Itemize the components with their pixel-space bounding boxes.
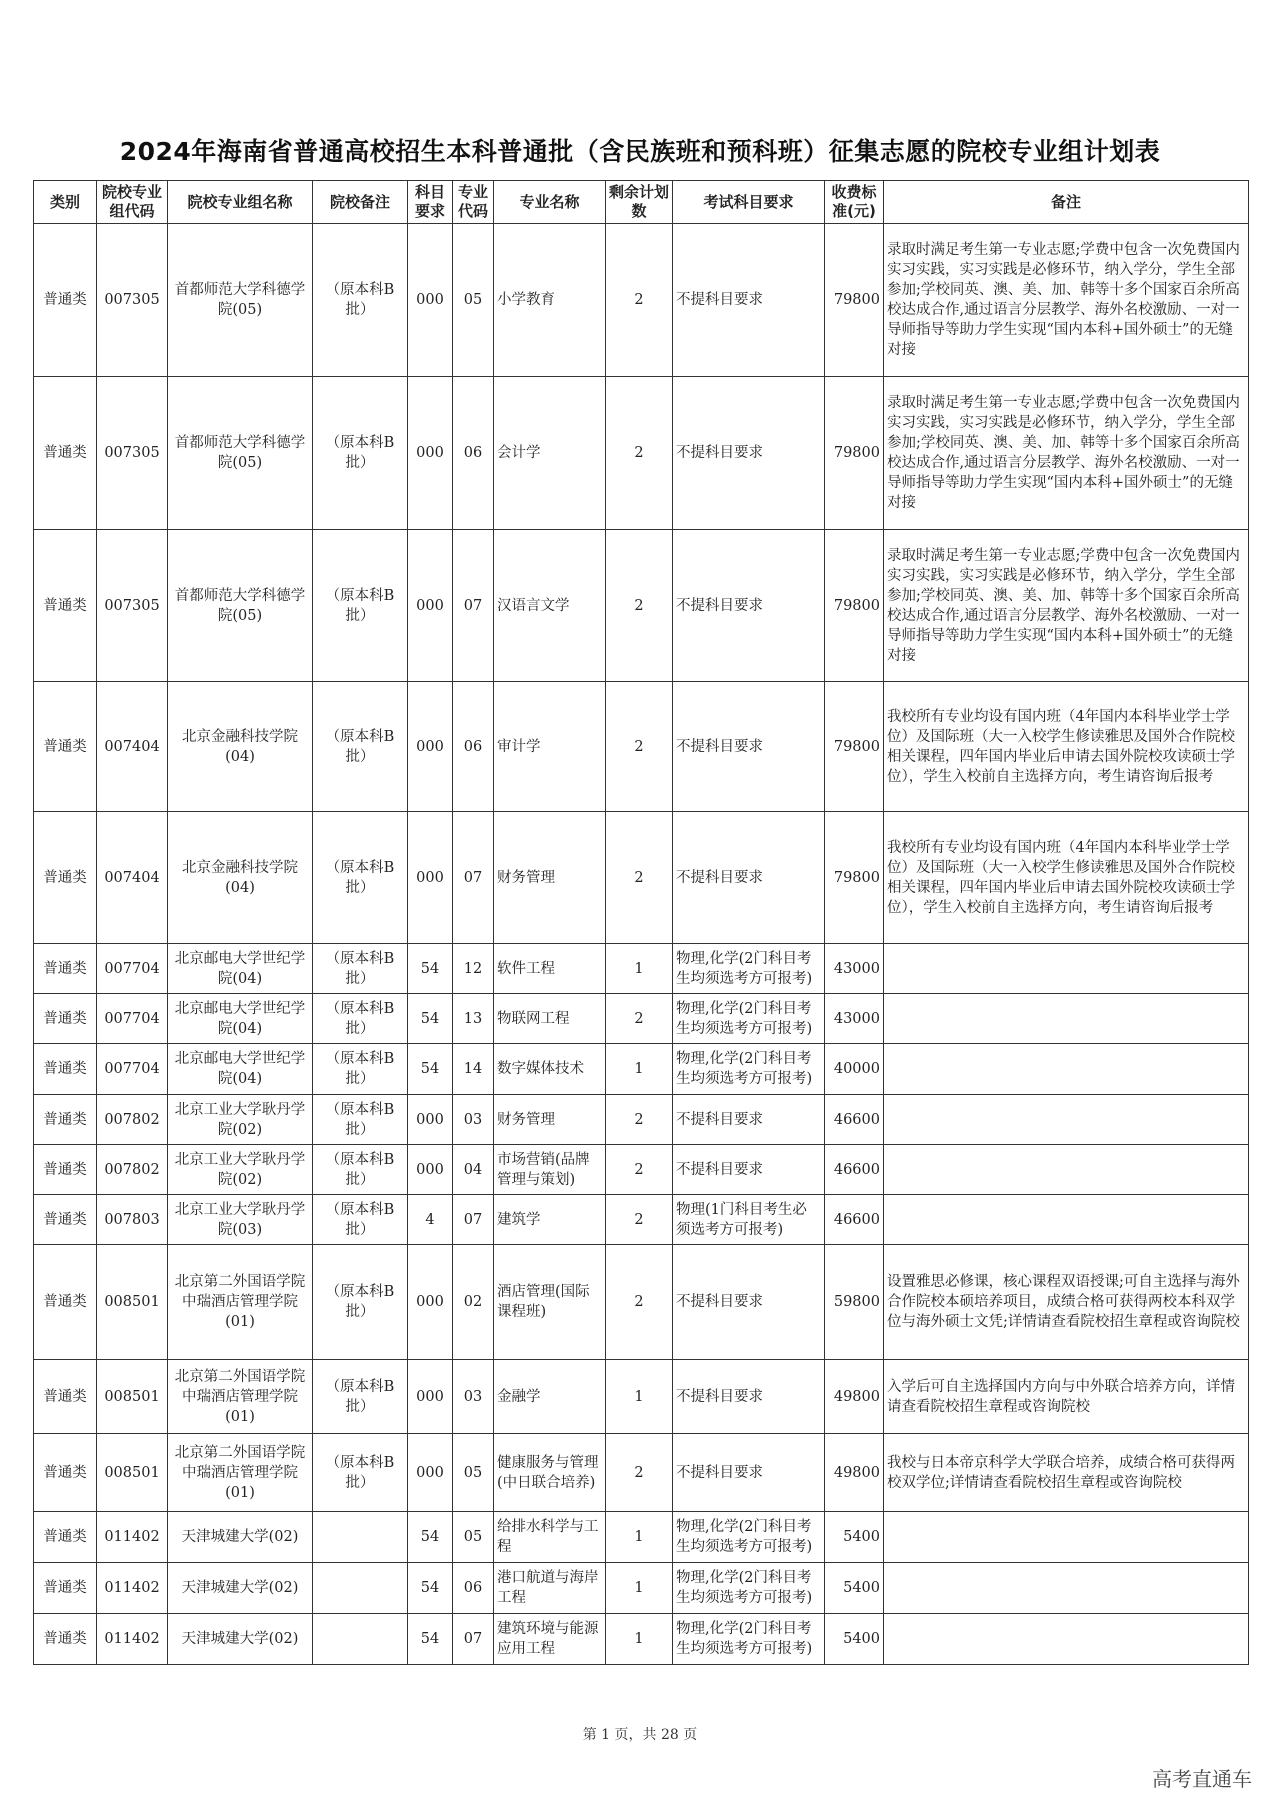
cell-subject-req: 54 (408, 1512, 453, 1563)
cell-group-code: 007305 (97, 377, 168, 530)
cell-category: 普通类 (34, 530, 97, 682)
cell-major-code: 07 (453, 1614, 494, 1665)
page-title: 2024年海南省普通高校招生本科普通批（含民族班和预科班）征集志愿的院校专业组计划表 (119, 137, 1161, 166)
cell-fee: 79800 (825, 530, 884, 682)
cell-exam-subjects (673, 1614, 825, 1665)
page-footer: 第 1 页，共 28 页 (582, 1727, 698, 1743)
cell-group-code: 007802 (97, 1095, 168, 1145)
cell-exam-subjects (673, 1044, 825, 1095)
cell-note: 我校所有专业均设有国内班（4年国内本科毕业学士学位）及国际班（大一入校学生修读雅思及国外合作院校相关课程，四年国内毕业后申请去国外院校攻读硕士学位），学生入校前自主选择方向，考生请咨询后报考 (884, 682, 1249, 812)
cell-remaining: 2 (606, 530, 673, 682)
cell-subject-req: 000 (408, 812, 453, 944)
cell-exam-subjects (673, 994, 825, 1044)
cell-exam-subjects (673, 1512, 825, 1563)
cell-subject-req: 000 (408, 530, 453, 682)
table-row (34, 377, 1249, 530)
cell-school-note: （原本科B批） (313, 944, 408, 994)
cell-major-name: 数字媒体技术 (494, 1044, 606, 1095)
cell-group-name: 北京工业大学耿丹学院(02) (168, 1145, 313, 1195)
table-row (34, 1360, 1249, 1434)
cell-subject-req: 000 (408, 224, 453, 377)
cell-exam-subjects: 不提科目要求 (673, 377, 825, 530)
cell-exam-subjects: 不提科目要求 (673, 224, 825, 377)
cell-fee: 59800 (825, 1245, 884, 1360)
cell-major-code: 13 (453, 994, 494, 1044)
cell-note (884, 1614, 1249, 1665)
cell-remaining: 2 (606, 1434, 673, 1512)
header-note: 备注 (884, 181, 1249, 224)
cell-remaining: 2 (606, 812, 673, 944)
cell-category: 普通类 (34, 1434, 97, 1512)
cell-group-code: 007704 (97, 944, 168, 994)
cell-group-code: 007803 (97, 1195, 168, 1245)
cell-school-note: （原本科B批） (313, 377, 408, 530)
cell-exam-subjects: 不提科目要求 (673, 682, 825, 812)
cell-category: 普通类 (34, 1245, 97, 1360)
cell-category: 普通类 (34, 1614, 97, 1665)
cell-subject-req: 000 (408, 1245, 453, 1360)
cell-remaining: 1 (606, 1614, 673, 1665)
cell-subject-req: 54 (408, 1614, 453, 1665)
cell-group-code: 011402 (97, 1614, 168, 1665)
cell-group-code: 007704 (97, 994, 168, 1044)
cell-category: 普通类 (34, 377, 97, 530)
cell-subject-req: 000 (408, 377, 453, 530)
cell-school-note: （原本科B批） (313, 1245, 408, 1360)
cell-remaining: 2 (606, 1245, 673, 1360)
plan-table (33, 180, 1249, 1665)
cell-major-code: 03 (453, 1360, 494, 1434)
cell-major-name: 建筑学 (494, 1195, 606, 1245)
cell-category: 普通类 (34, 682, 97, 812)
cell-school-note: （原本科B批） (313, 1044, 408, 1095)
cell-group-name: 北京邮电大学世纪学院(04) (168, 944, 313, 994)
cell-major-code: 06 (453, 1563, 494, 1614)
cell-group-code: 007404 (97, 682, 168, 812)
cell-group-code: 008501 (97, 1434, 168, 1512)
cell-note: 我校所有专业均设有国内班（4年国内本科毕业学士学位）及国际班（大一入校学生修读雅思及国外合作院校相关课程，四年国内毕业后申请去国外院校攻读硕士学位），学生入校前自主选择方向，考生请咨询后报考 (884, 812, 1249, 944)
cell-exam-subjects: 不提科目要求 (673, 1245, 825, 1360)
cell-fee: 46600 (825, 1095, 884, 1145)
cell-category: 普通类 (34, 1563, 97, 1614)
cell-category: 普通类 (34, 994, 97, 1044)
cell-school-note (313, 1512, 408, 1563)
exam-subjects-text: 物理,化学(2门科目考生均须选考方可报考) (676, 1000, 813, 1037)
cell-major-code: 12 (453, 944, 494, 994)
header-category: 类别 (34, 181, 97, 224)
cell-subject-req: 000 (408, 1434, 453, 1512)
cell-school-note: （原本科B批） (313, 994, 408, 1044)
cell-exam-subjects (673, 1195, 825, 1245)
cell-note: 录取时满足考生第一专业志愿;学费中包含一次免费国内实习实践，实习实践是必修环节，纳入学分，学生全部参加;学校同英、澳、美、加、韩等十多个国家百余所高校达成合作,通过语言分层教学、海外名校激励、一对一导师指导等助力学生实现“国内本科+国外硕士”的无缝对接 (884, 224, 1249, 377)
table-row (34, 994, 1249, 1044)
cell-school-note: （原本科B批） (313, 224, 408, 377)
cell-category: 普通类 (34, 1360, 97, 1434)
cell-group-name: 北京金融科技学院(04) (168, 812, 313, 944)
cell-major-code: 04 (453, 1145, 494, 1195)
cell-category: 普通类 (34, 224, 97, 377)
cell-note (884, 1512, 1249, 1563)
cell-fee: 79800 (825, 377, 884, 530)
table-row (34, 530, 1249, 682)
cell-group-code: 007704 (97, 1044, 168, 1095)
cell-group-name: 天津城建大学(02) (168, 1512, 313, 1563)
table-row (34, 944, 1249, 994)
cell-fee: 49800 (825, 1360, 884, 1434)
cell-group-name: 首都师范大学科德学院(05) (168, 530, 313, 682)
cell-subject-req: 4 (408, 1195, 453, 1245)
cell-fee: 5400 (825, 1563, 884, 1614)
cell-fee: 5400 (825, 1614, 884, 1665)
cell-group-code: 007404 (97, 812, 168, 944)
cell-school-note: （原本科B批） (313, 530, 408, 682)
cell-school-note: （原本科B批） (313, 1195, 408, 1245)
header-group-code: 院校专业组代码 (97, 181, 168, 224)
header-remaining: 剩余计划数 (606, 181, 673, 224)
cell-group-name: 北京第二外国语学院中瑞酒店管理学院(01) (168, 1245, 313, 1360)
cell-major-code: 06 (453, 377, 494, 530)
cell-group-name: 北京邮电大学世纪学院(04) (168, 994, 313, 1044)
table-row (34, 224, 1249, 377)
cell-note (884, 994, 1249, 1044)
cell-fee: 46600 (825, 1195, 884, 1245)
cell-exam-subjects: 不提科目要求 (673, 1434, 825, 1512)
cell-major-code: 07 (453, 530, 494, 682)
cell-subject-req: 000 (408, 1095, 453, 1145)
header-fee: 收费标准(元) (825, 181, 884, 224)
cell-remaining: 2 (606, 1195, 673, 1245)
cell-major-name: 建筑环境与能源应用工程 (494, 1614, 606, 1665)
cell-fee: 40000 (825, 1044, 884, 1095)
cell-remaining: 1 (606, 1512, 673, 1563)
cell-category: 普通类 (34, 1044, 97, 1095)
cell-exam-subjects (673, 1095, 825, 1145)
table-row (34, 1145, 1249, 1195)
table-row (34, 1195, 1249, 1245)
cell-major-code: 05 (453, 224, 494, 377)
cell-major-name: 港口航道与海岸工程 (494, 1563, 606, 1614)
cell-group-name: 天津城建大学(02) (168, 1563, 313, 1614)
cell-school-note: （原本科B批） (313, 812, 408, 944)
cell-note (884, 1095, 1249, 1145)
cell-major-code: 05 (453, 1434, 494, 1512)
cell-remaining: 1 (606, 1044, 673, 1095)
cell-remaining: 2 (606, 682, 673, 812)
header-major-name: 专业名称 (494, 181, 606, 224)
cell-fee: 43000 (825, 944, 884, 994)
cell-group-code: 007802 (97, 1145, 168, 1195)
cell-school-note: （原本科B批） (313, 1360, 408, 1434)
table-row (34, 1245, 1249, 1360)
cell-note (884, 944, 1249, 994)
cell-major-code: 06 (453, 682, 494, 812)
cell-school-note: （原本科B批） (313, 1095, 408, 1145)
cell-group-name: 北京第二外国语学院中瑞酒店管理学院(01) (168, 1434, 313, 1512)
cell-subject-req: 000 (408, 682, 453, 812)
cell-exam-subjects: 不提科目要求 (673, 812, 825, 944)
cell-note: 入学后可自主选择国内方向与中外联合培养方向，详情请查看院校招生章程或咨询院校 (884, 1360, 1249, 1434)
watermark: 高考直通车 (1152, 1767, 1252, 1791)
cell-group-code: 008501 (97, 1360, 168, 1434)
cell-major-name: 财务管理 (494, 1095, 606, 1145)
cell-major-name: 金融学 (494, 1360, 606, 1434)
cell-note: 录取时满足考生第一专业志愿;学费中包含一次免费国内实习实践，实习实践是必修环节，纳入学分，学生全部参加;学校同英、澳、美、加、韩等十多个国家百余所高校达成合作,通过语言分层教学、海外名校激励、一对一导师指导等助力学生实现“国内本科+国外硕士”的无缝对接 (884, 377, 1249, 530)
cell-exam-subjects: 不提科目要求 (673, 530, 825, 682)
cell-group-code: 007305 (97, 530, 168, 682)
exam-subjects-text: 物理,化学(2门科目考生均须选考方可报考) (676, 1570, 813, 1606)
cell-major-name: 审计学 (494, 682, 606, 812)
cell-group-code: 011402 (97, 1512, 168, 1563)
cell-category: 普通类 (34, 1195, 97, 1245)
cell-major-name: 软件工程 (494, 944, 606, 994)
table-row (34, 1095, 1249, 1145)
cell-major-name: 物联网工程 (494, 994, 606, 1044)
cell-note: 设置雅思必修课，核心课程双语授课;可自主选择与海外合作院校本硕培养项目，成绩合格可获得两校本科双学位与海外硕士文凭;详情请查看院校招生章程或咨询院校 (884, 1245, 1249, 1360)
cell-major-name: 市场营销(品牌管理与策划) (494, 1145, 606, 1195)
cell-group-name: 北京金融科技学院(04) (168, 682, 313, 812)
cell-major-name: 小学教育 (494, 224, 606, 377)
cell-fee: 79800 (825, 224, 884, 377)
cell-school-note: （原本科B批） (313, 682, 408, 812)
cell-group-name: 北京第二外国语学院中瑞酒店管理学院(01) (168, 1360, 313, 1434)
cell-major-code: 02 (453, 1245, 494, 1360)
cell-subject-req: 54 (408, 1563, 453, 1614)
cell-category: 普通类 (34, 944, 97, 994)
cell-exam-subjects (673, 1145, 825, 1195)
table-row (34, 1563, 1249, 1614)
exam-subjects-text: 不提科目要求 (676, 1111, 763, 1128)
cell-remaining: 1 (606, 1360, 673, 1434)
cell-group-name: 北京工业大学耿丹学院(03) (168, 1195, 313, 1245)
cell-remaining: 2 (606, 1145, 673, 1195)
cell-fee: 79800 (825, 682, 884, 812)
cell-school-note (313, 1563, 408, 1614)
cell-school-note: （原本科B批） (313, 1145, 408, 1195)
cell-remaining: 1 (606, 1563, 673, 1614)
cell-remaining: 2 (606, 994, 673, 1044)
cell-group-name: 天津城建大学(02) (168, 1614, 313, 1665)
cell-fee: 43000 (825, 994, 884, 1044)
cell-remaining: 2 (606, 377, 673, 530)
table-row (34, 682, 1249, 812)
cell-school-note (313, 1614, 408, 1665)
cell-exam-subjects (673, 1563, 825, 1614)
exam-subjects-text: 物理,化学(2门科目考生均须选考方可报考) (676, 1621, 813, 1657)
header-major-code: 专业代码 (453, 181, 494, 224)
cell-fee: 46600 (825, 1145, 884, 1195)
cell-subject-req: 000 (408, 1145, 453, 1195)
exam-subjects-text: 不提科目要求 (676, 1161, 763, 1178)
cell-group-name: 首都师范大学科德学院(05) (168, 377, 313, 530)
cell-major-name: 汉语言文学 (494, 530, 606, 682)
cell-major-name: 酒店管理(国际课程班) (494, 1245, 606, 1360)
cell-fee: 5400 (825, 1512, 884, 1563)
table-row (34, 1044, 1249, 1095)
cell-subject-req: 54 (408, 1044, 453, 1095)
cell-major-code: 05 (453, 1512, 494, 1563)
cell-major-name: 给排水科学与工程 (494, 1512, 606, 1563)
cell-note (884, 1195, 1249, 1245)
table-row (34, 812, 1249, 944)
cell-major-name: 财务管理 (494, 812, 606, 944)
cell-major-code: 07 (453, 1195, 494, 1245)
cell-major-code: 03 (453, 1095, 494, 1145)
cell-group-code: 011402 (97, 1563, 168, 1614)
cell-category: 普通类 (34, 1512, 97, 1563)
header-exam-subjects: 考试科目要求 (673, 181, 825, 224)
cell-note (884, 1044, 1249, 1095)
cell-category: 普通类 (34, 1095, 97, 1145)
cell-subject-req: 54 (408, 994, 453, 1044)
cell-exam-subjects: 不提科目要求 (673, 1360, 825, 1434)
cell-major-name: 健康服务与管理(中日联合培养) (494, 1434, 606, 1512)
cell-fee: 49800 (825, 1434, 884, 1512)
cell-group-code: 007305 (97, 224, 168, 377)
table-row (34, 1614, 1249, 1665)
cell-subject-req: 000 (408, 1360, 453, 1434)
cell-category: 普通类 (34, 1145, 97, 1195)
cell-group-code: 008501 (97, 1245, 168, 1360)
exam-subjects-text: 物理,化学(2门科目考生均须选考方可报考) (676, 950, 813, 987)
exam-subjects-text: 物理,化学(2门科目考生均须选考方可报考) (676, 1051, 813, 1087)
table-row (34, 1434, 1249, 1512)
cell-remaining: 2 (606, 1095, 673, 1145)
header-school-note: 院校备注 (313, 181, 408, 224)
exam-subjects-text: 物理,化学(2门科目考生均须选考方可报考) (676, 1519, 813, 1555)
table-header-row (34, 181, 1249, 224)
cell-exam-subjects (673, 944, 825, 994)
cell-group-name: 首都师范大学科德学院(05) (168, 224, 313, 377)
table-row (34, 1512, 1249, 1563)
cell-note (884, 1563, 1249, 1614)
cell-group-name: 北京邮电大学世纪学院(04) (168, 1044, 313, 1095)
cell-fee: 79800 (825, 812, 884, 944)
cell-remaining: 2 (606, 224, 673, 377)
header-group-name: 院校专业组名称 (168, 181, 313, 224)
cell-remaining: 1 (606, 944, 673, 994)
header-subject-req: 科目要求 (408, 181, 453, 224)
cell-school-note: （原本科B批） (313, 1434, 408, 1512)
cell-group-name: 北京工业大学耿丹学院(02) (168, 1095, 313, 1145)
cell-note: 我校与日本帝京科学大学联合培养，成绩合格可获得两校双学位;详情请查看院校招生章程或咨询院校 (884, 1434, 1249, 1512)
cell-major-code: 14 (453, 1044, 494, 1095)
cell-note: 录取时满足考生第一专业志愿;学费中包含一次免费国内实习实践，实习实践是必修环节，纳入学分，学生全部参加;学校同英、澳、美、加、韩等十多个国家百余所高校达成合作,通过语言分层教学、海外名校激励、一对一导师指导等助力学生实现“国内本科+国外硕士”的无缝对接 (884, 530, 1249, 682)
cell-subject-req: 54 (408, 944, 453, 994)
cell-major-name: 会计学 (494, 377, 606, 530)
exam-subjects-text: 物理(1门科目考生必须选考方可报考) (676, 1201, 807, 1238)
cell-category: 普通类 (34, 812, 97, 944)
cell-note (884, 1145, 1249, 1195)
cell-major-code: 07 (453, 812, 494, 944)
